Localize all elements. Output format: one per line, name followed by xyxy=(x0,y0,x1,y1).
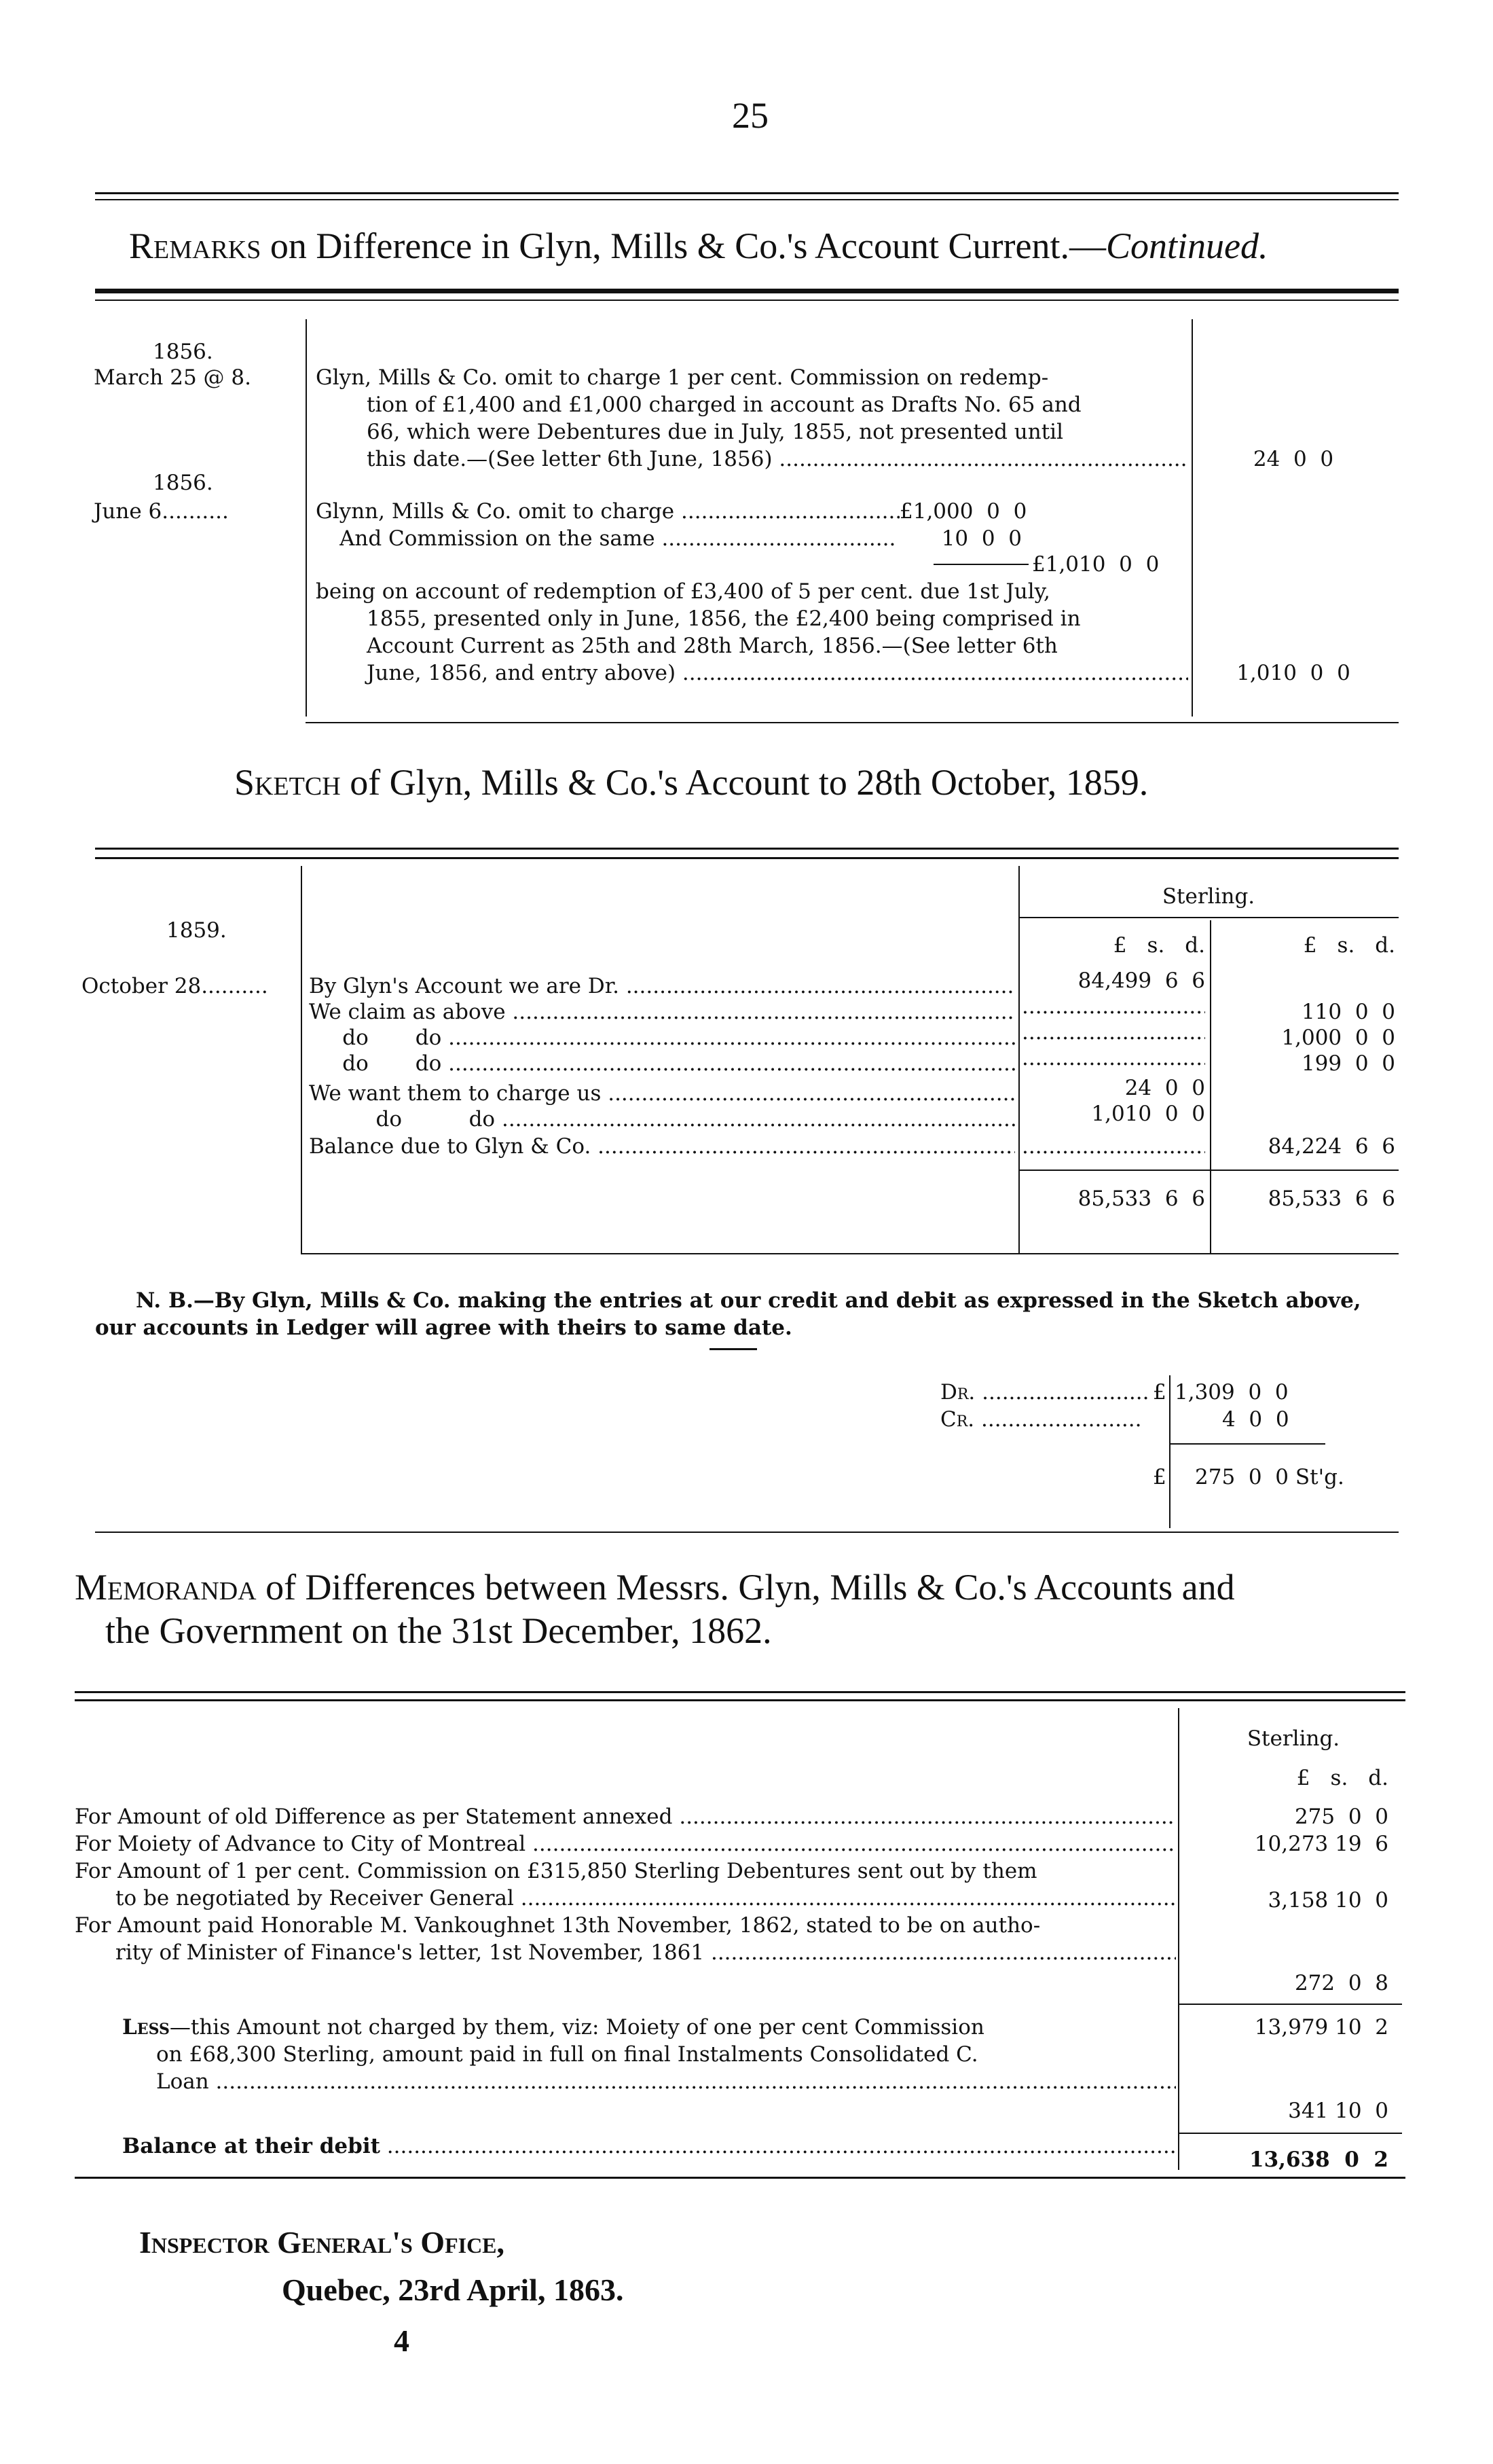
pound-sign: £ xyxy=(1153,1380,1166,1405)
sketch-row-label: do do ..... xyxy=(309,1106,1015,1133)
remarks-title xyxy=(129,224,1268,268)
rule xyxy=(1178,2004,1402,2005)
sketch-lsd-right: £ s. d. xyxy=(1303,933,1395,958)
column-divider xyxy=(1210,920,1211,1253)
memoranda-row: For Moiety of Advance to City of Montreal ..... xyxy=(75,1830,1176,1858)
memoranda-row-amount: 10,273 19 6 xyxy=(1254,1832,1388,1856)
remarks-amount-1: 24 0 0 xyxy=(1253,447,1334,471)
sheet-number: 4 xyxy=(394,2323,409,2358)
remarks-title-text: on Difference in Glyn, Mills & Co.'s Account Current.— xyxy=(261,225,1106,266)
sketch-row-label: We want them to charge us ..... xyxy=(309,1080,1015,1107)
remarks-entry-line: Account Current as 25th and 28th March, 1856.—(See letter 6th xyxy=(367,634,1058,658)
rule xyxy=(75,1699,1405,1701)
remarks-entry-2-amount-2: 10 0 0 xyxy=(941,526,1022,551)
sketch-row-left: 1,010 0 0 xyxy=(1091,1102,1205,1126)
less-label: Less xyxy=(122,2015,170,2040)
remarks-year-1: 1856. xyxy=(153,340,213,364)
remarks-entry-line: Glyn, Mills & Co. omit to charge 1 per cent. Commission on redemp- xyxy=(316,365,1049,390)
memoranda-less xyxy=(122,2014,1176,2095)
rule xyxy=(95,857,1399,859)
rule xyxy=(75,2177,1405,2179)
sketch-lsd-left: £ s. d. xyxy=(1113,933,1205,958)
sketch-row-right: 110 0 0 xyxy=(1301,1000,1395,1024)
sketch-total-left: 85,533 6 6 xyxy=(1077,1186,1205,1211)
column-divider xyxy=(306,319,307,717)
rule xyxy=(95,192,1399,194)
sketch-title-lead: Sketch xyxy=(234,762,341,803)
less-text: —this Amount not charged by them, viz: Moiety of one per cent Commission xyxy=(169,2015,984,2040)
sketch-col-header: Sterling. xyxy=(1162,884,1255,909)
memoranda-title-text: of Differences between Messrs. Glyn, Mills & Co.'s Accounts and xyxy=(256,1567,1235,1608)
sketch-row-left: 84,499 6 6 xyxy=(1077,968,1205,993)
rule xyxy=(95,300,1399,301)
remarks-entry-line: being on account of redemption of £3,400 of 5 per cent. due 1st July, xyxy=(316,579,1050,604)
remarks-entry-2-line-1: Glynn, Mills & Co. omit to charge ..... xyxy=(316,498,900,525)
remarks-entry-3 xyxy=(316,578,1188,687)
column-divider xyxy=(1018,866,1020,1253)
memoranda-row-amount: 3,158 10 0 xyxy=(1268,1888,1388,1913)
sketch-title xyxy=(234,761,1148,804)
rule xyxy=(306,722,1399,723)
memoranda-title-line-2: the Government on the 31st December, 1862. xyxy=(105,1610,772,1651)
remarks-entry-1 xyxy=(316,364,1188,473)
memoranda-row-amount: 272 0 8 xyxy=(1294,1971,1388,1995)
rule xyxy=(95,199,1399,200)
remarks-title-lead: Remarks xyxy=(129,225,261,266)
rule xyxy=(1018,917,1399,918)
memoranda-lsd: £ s. d. xyxy=(1296,1766,1388,1790)
memoranda-title-lead: Memoranda xyxy=(75,1567,257,1608)
remarks-entry-line: tion of £1,400 and £1,000 charged in account as Drafts No. 65 and xyxy=(367,393,1082,417)
remarks-date-1: March 25 @ 8. xyxy=(94,365,251,390)
sketch-date: October 28.......... xyxy=(81,974,268,998)
dr-label: Dr. ..... xyxy=(940,1379,1151,1406)
sketch-total-right: 85,533 6 6 xyxy=(1268,1186,1395,1211)
sketch-row-right: 199 0 0 xyxy=(1301,1051,1395,1076)
cr-amount: 4 0 0 xyxy=(1222,1407,1289,1432)
sketch-row-right: 84,224 6 6 xyxy=(1268,1134,1395,1159)
remarks-entry-2-total: £1,010 0 0 xyxy=(1032,552,1160,577)
column-divider xyxy=(1178,1708,1179,2170)
sketch-note xyxy=(95,1287,1399,1341)
memoranda-row: For Amount paid Honorable M. Vankoughnet 13th November, 1862, stated to be on autho- xyxy=(75,1913,1041,1938)
sketch-year: 1859. xyxy=(166,918,227,943)
memoranda-row: For Amount of 1 per cent. Commission on £315,850 Sterling Debentures sent out by them xyxy=(75,1859,1037,1883)
rule xyxy=(95,848,1399,850)
sketch-note-line: our accounts in Ledger will agree with theirs to same date. xyxy=(95,1316,792,1340)
less-text: on £68,300 Sterling, amount paid in full on final Instalments Consolidated C. xyxy=(156,2042,978,2067)
memoranda-subtotal: 13,979 10 2 xyxy=(1254,2015,1388,2040)
pound-sign: £ xyxy=(1153,1465,1166,1489)
memoranda-row-amount: 275 0 0 xyxy=(1294,1805,1388,1829)
memoranda-title xyxy=(75,1565,1433,1652)
remarks-entry-line: June, 1856, and entry above) ..... xyxy=(316,659,1188,687)
rule xyxy=(1018,1170,1399,1171)
less-text: Loan ..... xyxy=(122,2068,1176,2095)
sketch-row-label: do do ..... xyxy=(309,1024,1015,1051)
signature-office: Inspector General's Ofice, xyxy=(139,2225,505,2260)
memoranda-less-amount: 341 10 0 xyxy=(1288,2099,1388,2123)
sketch-row-leader xyxy=(1022,1045,1205,1072)
rule xyxy=(95,289,1399,293)
short-rule xyxy=(709,1348,757,1350)
memoranda-balance-amount: 13,638 0 2 xyxy=(1249,2148,1388,2172)
memoranda-col-header: Sterling. xyxy=(1247,1726,1340,1751)
sketch-row-label: By Glyn's Account we are Dr. ..... xyxy=(309,973,1015,1000)
signature-place-date: Quebec, 23rd April, 1863. xyxy=(282,2272,624,2307)
page-number: 25 xyxy=(732,95,769,136)
sketch-row-label: Balance due to Glyn & Co. ..... xyxy=(309,1133,1015,1160)
sketch-row-label: We claim as above ..... xyxy=(309,998,1015,1026)
sketch-row-leader xyxy=(1022,993,1205,1020)
net-amount: 275 0 0 St'g. xyxy=(1195,1465,1344,1489)
remarks-title-continued: Continued. xyxy=(1105,225,1268,266)
remarks-entry-line: 66, which were Debentures due in July, 1855, not presented until xyxy=(367,420,1063,444)
remarks-entry-2-amount-1: £1,000 0 0 xyxy=(900,499,1027,524)
remarks-amount-3: 1,010 0 0 xyxy=(1236,661,1350,685)
memoranda-row: rity of Minister of Finance's letter, 1st November, 1861 ..... xyxy=(115,1939,1176,1966)
cr-label: Cr. ..... xyxy=(940,1406,1141,1433)
column-divider xyxy=(301,866,302,1253)
memoranda-row: to be negotiated by Receiver General ..... xyxy=(115,1885,1176,1912)
sketch-note-line: N. B.—By Glyn, Mills & Co. making the entries at our credit and debit as expressed in the Sketch above, xyxy=(136,1288,1361,1313)
memoranda-balance: Balance at their debit ..... xyxy=(122,2133,1176,2160)
sketch-row-right: 1,000 0 0 xyxy=(1281,1026,1395,1050)
sketch-title-text: of Glyn, Mills & Co.'s Account to 28th October, 1859. xyxy=(340,762,1149,803)
short-rule xyxy=(1169,1443,1325,1445)
remarks-entry-line: 1855, presented only in June, 1856, the £2,400 being comprised in xyxy=(367,606,1081,631)
remarks-year-2: 1856. xyxy=(153,471,213,495)
sketch-row-leader xyxy=(1022,1019,1205,1046)
rule xyxy=(301,1253,1399,1254)
total-dash xyxy=(934,564,1029,565)
rule xyxy=(1178,2133,1402,2134)
remarks-date-2: June 6.......... xyxy=(94,499,229,524)
column-divider xyxy=(1169,1375,1171,1528)
sketch-row-label: do do ..... xyxy=(309,1050,1015,1077)
remarks-entry-2-line-2: And Commission on the same ..... xyxy=(339,525,896,552)
column-divider xyxy=(1192,319,1193,717)
remarks-entry-line: this date.—(See letter 6th June, 1856) ..... xyxy=(316,446,1188,473)
rule xyxy=(95,1532,1399,1533)
memoranda-row: For Amount of old Difference as per Statement annexed ..... xyxy=(75,1803,1176,1830)
dr-amount: 1,309 0 0 xyxy=(1175,1380,1289,1405)
sketch-row-left: 24 0 0 xyxy=(1124,1076,1205,1100)
rule xyxy=(75,1691,1405,1693)
sketch-row-leader xyxy=(1022,1133,1205,1160)
